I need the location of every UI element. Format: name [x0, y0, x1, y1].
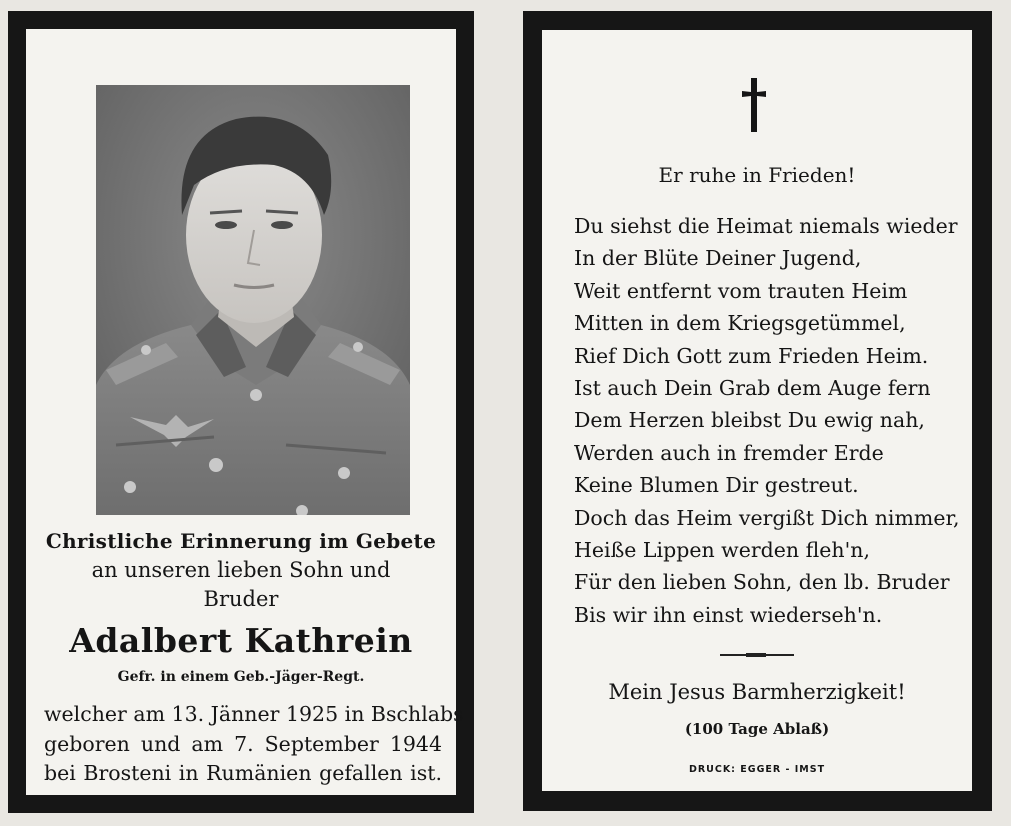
poem-line: Weit entfernt vom trauten Heim	[574, 278, 908, 303]
poem-line: Rief Dich Gott zum Frieden Heim.	[574, 343, 929, 368]
indulgence-note: (100 Tage Ablaß)	[684, 720, 830, 738]
bio-line: bei Brosteni in Rumänien gefallen ist.	[44, 761, 442, 785]
poem-line: Doch das Heim vergißt Dich nimmer,	[574, 505, 960, 530]
memorial-subtitle-line1: an unseren lieben Sohn und	[91, 558, 391, 582]
memorial-heading: Christliche Erinnerung im Gebete	[45, 529, 437, 553]
deceased-name: Adalbert Kathrein	[69, 621, 413, 660]
latin-cross-icon	[740, 78, 768, 132]
memorial-subtitle-line2: Bruder	[203, 587, 279, 611]
poem-line: Heiße Lippen werden fleh'n,	[574, 537, 870, 562]
poem-line: Ist auch Dein Grab dem Auge fern	[574, 375, 931, 400]
bio-line: geboren und am 7. September 1944	[44, 732, 442, 756]
ornamental-divider	[720, 654, 794, 656]
poem-line: In der Blüte Deiner Jugend,	[574, 246, 862, 271]
poem-line: Werden auch in fremder Erde	[574, 440, 884, 465]
poem-line: Dem Herzen bleibst Du ewig nah,	[574, 408, 925, 433]
poem-line: Mitten in dem Kriegsgetümmel,	[574, 311, 906, 336]
memorial-poem	[574, 210, 960, 631]
memorial-card-right	[523, 11, 992, 811]
poem-line: Du siehst die Heimat niemals wieder	[574, 214, 958, 238]
poem-line: Keine Blumen Dir gestreut.	[574, 473, 859, 498]
rest-in-peace-title: Er ruhe in Frieden!	[658, 163, 856, 187]
portrait-photo	[96, 85, 410, 515]
bio-line: welcher am 13. Jänner 1925 in Bschlabs	[44, 702, 464, 726]
military-rank: Gefr. in einem Geb.-Jäger-Regt.	[117, 669, 365, 685]
poem-line: Bis wir ihn einst wiederseh'n.	[574, 602, 883, 627]
memorial-card-left	[8, 11, 474, 813]
printer-imprint: DRUCK: EGGER - IMST	[688, 764, 826, 775]
prayer-line: Mein Jesus Barmherzigkeit!	[608, 680, 906, 704]
soldier-portrait-image	[96, 85, 410, 515]
poem-line: Für den lieben Sohn, den lb. Bruder	[574, 570, 950, 595]
